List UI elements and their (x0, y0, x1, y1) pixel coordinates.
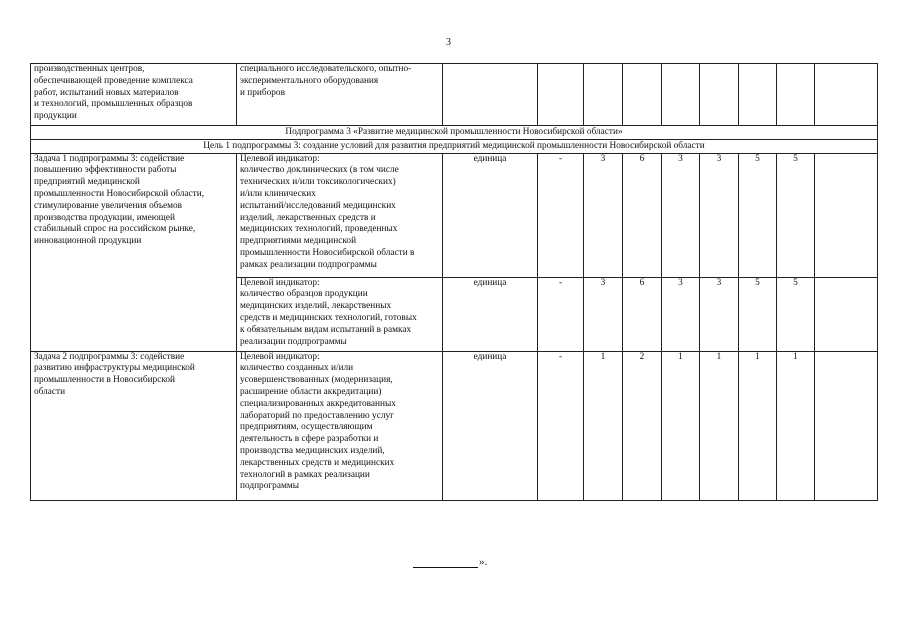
value-cell: - (538, 153, 584, 277)
value-cell: 1 (700, 351, 739, 500)
value-cell: 5 (777, 153, 815, 277)
table-row (31, 153, 878, 277)
continuation-row (31, 64, 878, 126)
empty-cell (662, 64, 700, 126)
value-cell (815, 153, 878, 277)
value-cell: 1 (584, 351, 623, 500)
page-number: 3 (446, 37, 451, 48)
closing-quote-mark: ». (479, 556, 488, 568)
unit-cell: единица (443, 153, 538, 277)
indicator-cell: Целевой индикатор: количество образцов продукции медицинских изделий, лекарственных средств и медицинских технологий, готовых к обязательным видам испытаний в рамках реализации подпрограммы (237, 277, 443, 351)
empty-cell (623, 64, 662, 126)
value-cell: 2 (623, 351, 662, 500)
empty-cell (815, 64, 878, 126)
value-cell: - (538, 277, 584, 351)
value-cell: 3 (662, 277, 700, 351)
value-cell (815, 351, 878, 500)
unit-cell: единица (443, 277, 538, 351)
value-cell: 5 (777, 277, 815, 351)
value-cell: 3 (662, 153, 700, 277)
subprogram-header: Подпрограмма 3 «Развитие медицинской промышленности Новосибирской области» (31, 126, 878, 140)
task-cell: Задача 2 подпрограммы 3: содействие развитию инфраструктуры медицинской промышленности в Новосибирской области (31, 351, 237, 500)
empty-cell (700, 64, 739, 126)
value-cell: 1 (739, 351, 777, 500)
task-cell: Задача 1 подпрограммы 3: содействие повышению эффективности работы предприятий медицинской промышленности Новосибирской области, стимулирование увеличения объемов производства продукции, имеющей стабильный спрос на российском рынке, инновационной продукции (31, 153, 237, 351)
value-cell (815, 277, 878, 351)
value-cell: 5 (739, 153, 777, 277)
value-cell: 6 (623, 277, 662, 351)
empty-cell (538, 64, 584, 126)
signature-line (413, 567, 478, 568)
value-cell: 1 (777, 351, 815, 500)
indicators-table (30, 63, 878, 501)
value-cell: 3 (700, 277, 739, 351)
continuation-task-cell: производственных центров, обеспечивающей проведение комплекса работ, испытаний новых материалов и технологий, промышленных образцов продукции (31, 64, 237, 126)
empty-cell (584, 64, 623, 126)
empty-cell (739, 64, 777, 126)
value-cell: 6 (623, 153, 662, 277)
value-cell: 3 (700, 153, 739, 277)
indicator-cell: Целевой индикатор: количество доклинических (в том числе технических и/или токсикологических) и/или клинических испытаний/исследований медицинских изделий, лекарственных средств и медицинских технологий, проведенных предприятиями медицинской промышленности Новосибирской области в рамках реализации подпрограммы (237, 153, 443, 277)
table-row (31, 351, 878, 500)
goal-header-row (31, 139, 878, 153)
goal-header: Цель 1 подпрограммы 3: создание условий для развития предприятий медицинской промышленности Новосибирской области (31, 139, 878, 153)
continuation-indicator-cell: специального исследовательского, опытно- экспериментального оборудования и приборов (237, 64, 443, 126)
value-cell: - (538, 351, 584, 500)
indicator-cell: Целевой индикатор: количество созданных и/или усовершенствованных (модернизация, расширение области аккредитации) специализированных аккредитованных лабораторий по предоставлению услуг предприятиям, осуществляющим деятельность в сфере разработки и производства медицинских изделий, лекарственных средств и медицинских технологий в рамках реализации подпрограммы (237, 351, 443, 500)
unit-cell: единица (443, 351, 538, 500)
subprogram-header-row (31, 126, 878, 140)
value-cell: 3 (584, 277, 623, 351)
value-cell: 3 (584, 153, 623, 277)
empty-cell (443, 64, 538, 126)
empty-cell (777, 64, 815, 126)
value-cell: 1 (662, 351, 700, 500)
value-cell: 5 (739, 277, 777, 351)
